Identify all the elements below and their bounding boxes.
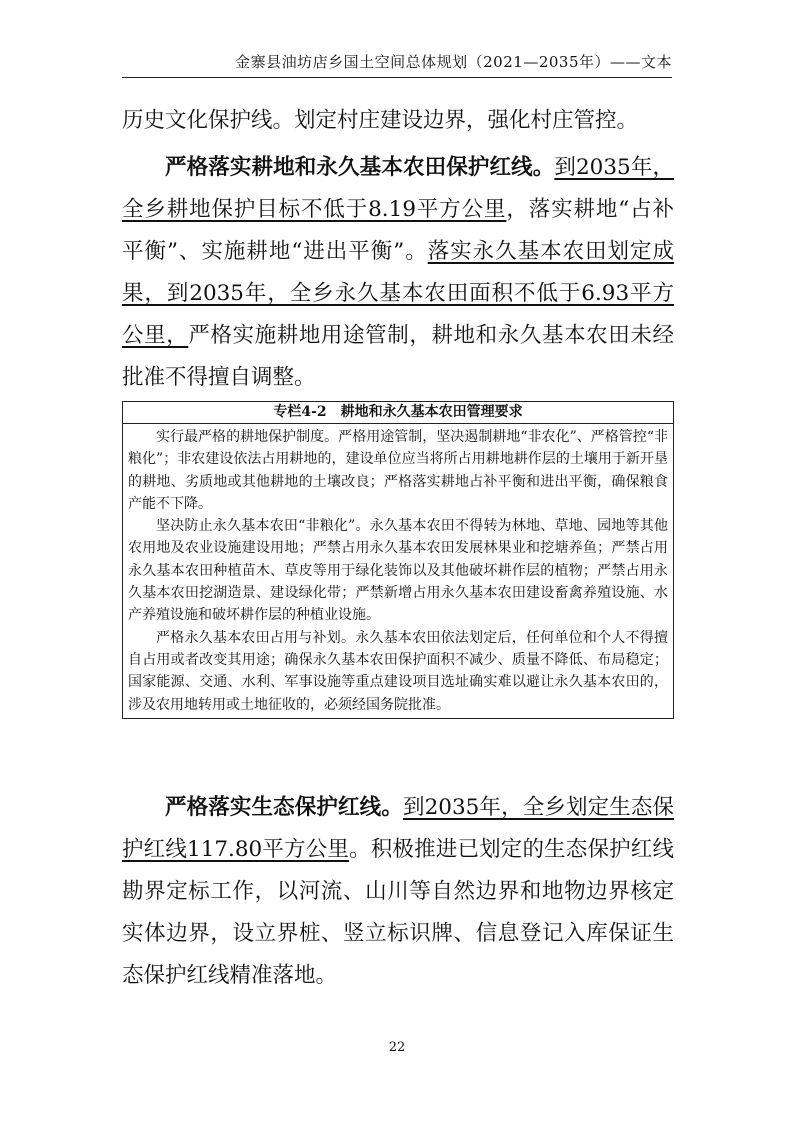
column-box-paragraph: 严格永久基本农田占用与补划。永久基本农田依法划定后，任何单位和个人不得擅自占用或者改变其用途；确保永久基本农田保护面积不减少、质量不降低、布局稳定；国家能源、交通、水利、军事设施等重点建设项目选址确实难以避让永久基本农田的，涉及农用地转用或土地征收的，必须经国务院批准。 xyxy=(128,629,668,713)
paragraph-heading: 严格落实耕地和永久基本农田保护红线。 xyxy=(165,155,555,180)
underlined-target-text: 到2035年，全乡耕地保护目标不低于8.19平方公里 xyxy=(122,155,674,222)
column-box-paragraph: 实行最严格的耕地保护制度。严格用途管制，坚决遏制耕地“非农化”、严格管控“非粮化”；非农建设依法占用耕地的，建设单位应当将所占用耕地耕作层的土壤用于新开垦的耕地、劣质地或其他耕地的土壤改良；严格落实耕地占补平衡和进出平衡，确保粮食产能不下降。 xyxy=(128,429,668,512)
paragraph-text: ，落实耕地“占补平衡”、实施耕地“进出平衡”。 xyxy=(122,197,674,264)
paragraph-heading: 严格落实生态保护红线。 xyxy=(165,795,403,820)
underlined-target-text: 到2035年，全乡划定生态保护红线117.80平方公里 xyxy=(122,795,674,862)
column-box-body xyxy=(123,424,673,718)
column-box xyxy=(122,401,674,719)
paragraph-ecological-protection xyxy=(122,787,674,997)
paragraph-continuation: 历史文化保护线。划定村庄建设边界，强化村庄管控。 xyxy=(122,108,639,133)
column-box-title: 专栏4-2 耕地和永久基本农田管理要求 xyxy=(123,402,673,424)
paragraph-text: 。积极推进已划定的生态保护红线勘界定标工作，以河流、山川等自然边界和地物边界核定实体边界，设立界桩、竖立标识牌、信息登记入库保证生态保护红线精准落地。 xyxy=(122,837,674,988)
page-header: 金寨县油坊店乡国土空间总体规划（2021—2035年）——文本 xyxy=(122,51,672,78)
paragraph-text: 严格实施耕地用途管制，耕地和永久基本农田未经批准不得擅自调整。 xyxy=(122,323,674,390)
underlined-target-text: 落实永久基本农田划定成果，到2035年，全乡永久基本农田面积不低于6.93平方公里， xyxy=(122,239,674,348)
page-number: 22 xyxy=(388,1040,406,1055)
paragraph-farmland-protection xyxy=(122,147,674,399)
column-box-paragraph: 坚决防止永久基本农田“非粮化”。永久基本农田不得转为林地、草地、园地等其他农用地及农业设施建设用地；严禁占用永久基本农田发展林果业和挖塘养鱼；严禁占用永久基本农田种植苗木、草皮等用于绿化装饰以及其他破坏耕作层的植物；严禁占用永久基本农田挖湖造景、建设绿化带；严禁新增占用永久基本农田建设畜禽养殖设施、水产养殖设施和破坏耕作层的种植业设施。 xyxy=(128,518,668,624)
